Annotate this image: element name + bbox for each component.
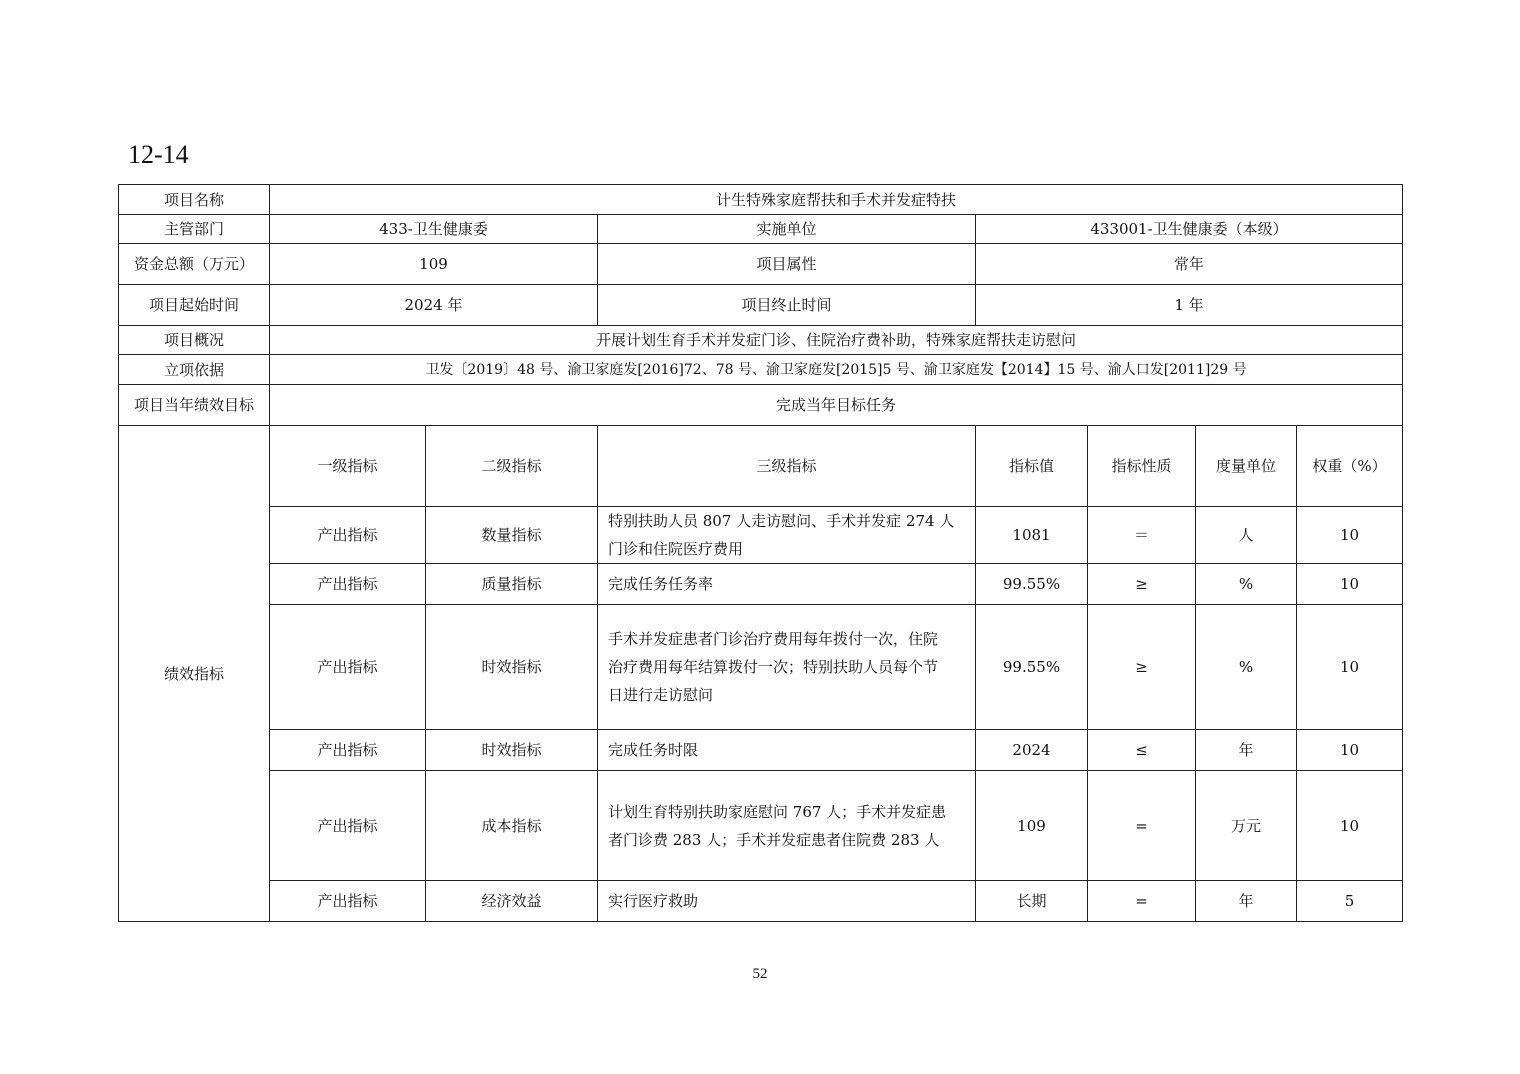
level2-cell: 经济效益	[426, 881, 598, 922]
level1-cell: 产出指标	[270, 564, 426, 605]
end-value: 1 年	[976, 285, 1403, 326]
section-heading: 12-14	[128, 140, 189, 169]
attr-label: 项目属性	[598, 244, 976, 285]
header-level3: 三级指标	[598, 426, 976, 507]
project-name-value: 计生特殊家庭帮扶和手术并发症特扶	[270, 185, 1403, 215]
weight-cell: 10	[1297, 605, 1403, 730]
indicators-section-label: 绩效指标	[119, 426, 270, 922]
level3-line: 计划生育特别扶助家庭慰问 767 人；手术并发症患	[608, 802, 947, 821]
weight-cell: 5	[1297, 881, 1403, 922]
start-label: 项目起始时间	[119, 285, 270, 326]
start-value: 2024 年	[270, 285, 598, 326]
value-cell: 1081	[976, 507, 1088, 564]
level3-cell	[598, 730, 976, 771]
level3-line: 手术并发症患者门诊治疗费用每年拨付一次，住院	[608, 630, 939, 648]
indicator-row	[119, 771, 1403, 881]
funds-label: 资金总额（万元）	[119, 244, 270, 285]
header-level2: 二级指标	[426, 426, 598, 507]
level3-cell	[598, 771, 976, 881]
weight-cell: 10	[1297, 771, 1403, 881]
impl-label: 实施单位	[598, 215, 976, 244]
level3-line: 完成任务时限	[608, 741, 699, 759]
unit-cell: 万元	[1196, 771, 1297, 881]
nature-cell: ≥	[1088, 564, 1196, 605]
value-cell: 长期	[976, 881, 1088, 922]
nature-cell: =	[1088, 771, 1196, 881]
weight-cell: 10	[1297, 507, 1403, 564]
indicator-row	[119, 564, 1403, 605]
impl-value: 433001-卫生健康委（本级）	[976, 215, 1403, 244]
level1-cell: 产出指标	[270, 730, 426, 771]
level3-cell	[598, 605, 976, 730]
indicator-row	[119, 730, 1403, 771]
level1-cell: 产出指标	[270, 881, 426, 922]
header-weight: 权重（%）	[1297, 426, 1403, 507]
header-unit: 度量单位	[1196, 426, 1297, 507]
level2-cell: 质量指标	[426, 564, 598, 605]
level3-line: 实行医疗救助	[608, 892, 699, 910]
funds-value: 109	[270, 244, 598, 285]
value-cell: 2024	[976, 730, 1088, 771]
indicator-row	[119, 881, 1403, 922]
level3-line: 门诊和住院医疗费用	[608, 540, 744, 558]
page-number: 52	[752, 966, 768, 982]
unit-cell: 年	[1196, 730, 1297, 771]
goal-value: 完成当年目标任务	[270, 385, 1403, 426]
weight-cell: 10	[1297, 730, 1403, 771]
value-cell: 109	[976, 771, 1088, 881]
basis-label: 立项依据	[119, 355, 270, 385]
header-value: 指标值	[976, 426, 1088, 507]
level3-line: 治疗费用每年结算拨付一次；特别扶助人员每个节	[608, 658, 939, 676]
unit-cell: 人	[1196, 507, 1297, 564]
level2-cell: 时效指标	[426, 605, 598, 730]
nature-cell: ≥	[1088, 605, 1196, 730]
level2-cell: 成本指标	[426, 771, 598, 881]
level1-cell: 产出指标	[270, 507, 426, 564]
level3-line: 者门诊费 283 人；手术并发症患者住院费 283 人	[608, 830, 940, 849]
nature-cell: ≤	[1088, 730, 1196, 771]
goal-label: 项目当年绩效目标	[119, 385, 270, 426]
level1-cell: 产出指标	[270, 771, 426, 881]
performance-table	[118, 184, 1403, 922]
nature-cell: =	[1088, 881, 1196, 922]
unit-cell: 年	[1196, 881, 1297, 922]
project-name-label: 项目名称	[119, 185, 270, 215]
indicator-row	[119, 605, 1403, 730]
end-label: 项目终止时间	[598, 285, 976, 326]
level3-cell	[598, 881, 976, 922]
dept-value: 433-卫生健康委	[270, 215, 598, 244]
level3-line: 完成任务任务率	[608, 575, 714, 593]
level2-cell: 数量指标	[426, 507, 598, 564]
header-level1: 一级指标	[270, 426, 426, 507]
level3-cell	[598, 564, 976, 605]
level3-cell	[598, 507, 976, 564]
level1-cell: 产出指标	[270, 605, 426, 730]
overview-label: 项目概况	[119, 326, 270, 355]
nature-cell: ＝	[1088, 507, 1196, 564]
unit-cell: %	[1196, 564, 1297, 605]
dept-label: 主管部门	[119, 215, 270, 244]
value-cell: 99.55%	[976, 605, 1088, 730]
attr-value: 常年	[976, 244, 1403, 285]
indicator-row	[119, 507, 1403, 564]
basis-value: 卫发〔2019〕48 号、渝卫家庭发[2016]72、78 号、渝卫家庭发[2015]5 号、渝卫家庭发【2014】15 号、渝人口发[2011]29 号	[270, 355, 1403, 385]
value-cell: 99.55%	[976, 564, 1088, 605]
level2-cell: 时效指标	[426, 730, 598, 771]
header-nature: 指标性质	[1088, 426, 1196, 507]
unit-cell: %	[1196, 605, 1297, 730]
level3-line: 特别扶助人员 807 人走访慰问、手术并发症 274 人	[608, 512, 955, 530]
overview-value: 开展计划生育手术并发症门诊、住院治疗费补助，特殊家庭帮扶走访慰问	[270, 326, 1403, 355]
weight-cell: 10	[1297, 564, 1403, 605]
level3-line: 日进行走访慰问	[608, 686, 714, 704]
